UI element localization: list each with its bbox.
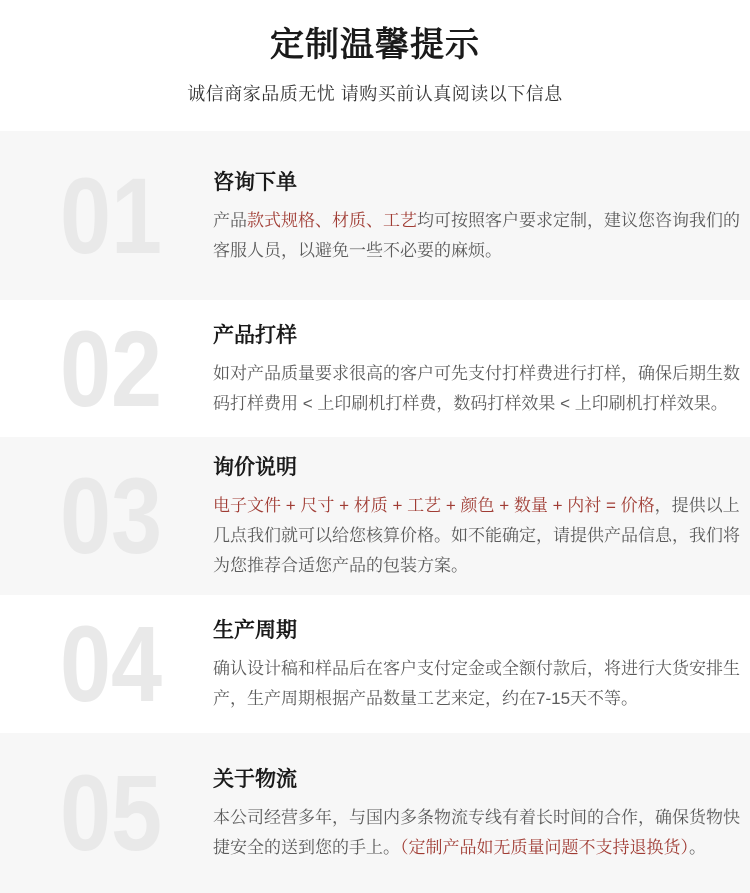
section-content (213, 614, 743, 714)
body-text: 。 (689, 838, 706, 857)
section-number: 05 (60, 752, 163, 873)
section-body (213, 654, 743, 714)
section-heading: 生产周期 (213, 619, 297, 642)
section-03-price-inquiry (0, 437, 750, 595)
page-subtitle: 诚信商家品质无忧 请购买前认真阅读以下信息 (187, 84, 563, 105)
body-text: ，提供以上几点我们就可以给您核算价格。如不能确定，请提供产品信息，我们将为您推荐合适您产品的包装方案。 (213, 496, 740, 575)
body-text: 如对产品质量要求很高的客户可先支付打样费进行打样，确保后期生数码打样费用 < 上印刷机打样费，数码打样效果 < 上印刷机打样效果。 (213, 363, 740, 413)
section-heading: 咨询下单 (213, 170, 297, 194)
section-01-consult-order (0, 131, 750, 300)
section-heading: 产品打样 (213, 323, 297, 347)
highlight-text: 款式规格、材质、工艺 (247, 210, 417, 230)
section-number: 04 (60, 603, 163, 724)
section-body (213, 206, 743, 266)
body-text: 确认设计稿和样品后在客户支付定金或全额付款后，将进行大货安排生产，生产周期根据产品数量工艺来定，约在7-15天不等。 (213, 659, 740, 708)
body-text: 产品 (213, 210, 247, 230)
section-05-logistics (0, 733, 750, 893)
section-number: 02 (60, 307, 163, 429)
section-number: 01 (60, 154, 163, 276)
section-heading: 关于物流 (213, 768, 297, 791)
highlight-text: （定制产品如无质量问题不支持退换货） (400, 838, 689, 857)
section-content (213, 166, 743, 266)
section-02-product-sampling (0, 300, 750, 437)
section-content (213, 319, 743, 419)
section-body (213, 491, 743, 581)
section-body (213, 359, 743, 419)
section-heading: 询价说明 (213, 456, 297, 479)
page-header (0, 0, 750, 131)
section-body (213, 803, 743, 863)
highlight-text: 电子文件 + 尺寸 + 材质 + 工艺 + 颜色 + 数量 + 内衬 = 价格 (213, 496, 655, 515)
section-content (213, 451, 743, 581)
section-04-production-cycle (0, 595, 750, 733)
body-text: 均可按照客户要求定制，建议您咨询我们的客服人员，以避免一些不必要的麻烦。 (213, 210, 740, 260)
section-number: 03 (60, 455, 163, 576)
page-title: 定制温馨提示 (270, 26, 480, 64)
section-content (213, 763, 743, 863)
body-text: 本公司经营多年，与国内多条物流专线有着长时间的合作，确保货物快捷安全的送到您的手上。 (213, 808, 740, 857)
